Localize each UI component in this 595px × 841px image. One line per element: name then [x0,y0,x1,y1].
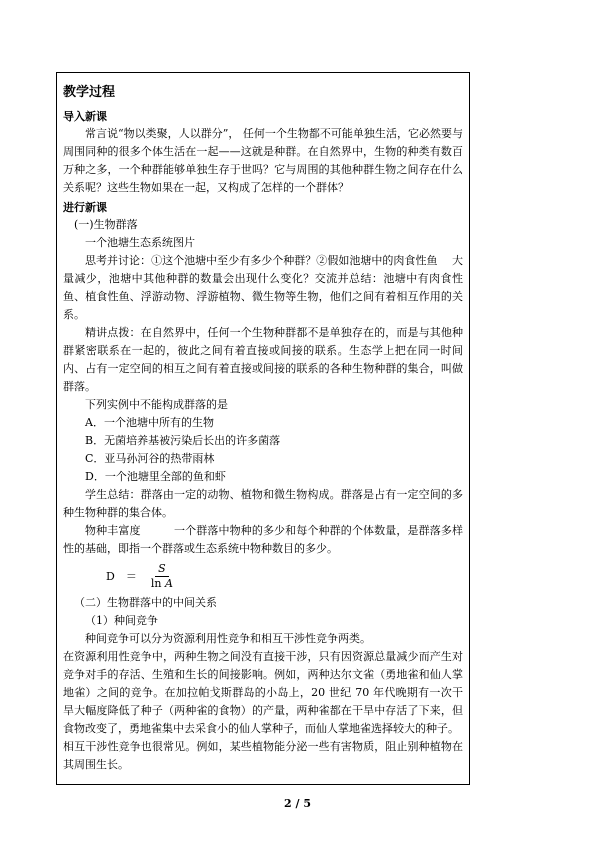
formula-var: A [164,576,173,590]
option-a: A．一个池塘中所有的生物 [85,416,214,429]
intro-heading: 导入新课 [63,110,107,123]
part2-title: （二）生物群落中的中间关系 [74,596,217,609]
option-c: C．亚马孙河谷的热带雨林 [85,452,215,465]
competition-intro: 种间竞争可以分为资源利用性竞争和相互干涉性竞争两类。 [85,632,371,645]
richness-formula [63,558,463,594]
formula-lhs: D ＝ [106,570,137,583]
option-b: B．无菌培养基被污染后长出的许多菌落 [85,434,281,447]
lesson-frame [56,72,470,785]
formula-denominator [151,577,173,591]
question-stem: 下列实例中不能构成群落的是 [85,398,228,411]
formula-ln: ln [150,576,162,590]
pond-caption: 一个池塘生态系统图片 [85,236,195,249]
intro-paragraph: 常言说“物以类聚，人以群分”， 任何一个生物都不可能单独生活，它必然要与周围同种的很多个体生活在一起——这就是种群。在自然界中，生物的种类有数百万种之多，一个种群能够单独生存于世吗？它与周围的其他种群生物之间存在什么关系呢？这些生物如果在一起，又构成了怎样的一个群体？ [63,127,463,194]
section-title: 教学过程 [63,85,116,100]
formula-fraction [151,562,173,591]
think-discuss-paragraph: 思考并讨论：①这个池塘中至少有多少个种群？②假如池塘中的肉食性鱼 大量减少，池塘中其他种群的数量会出现什么变化？交流并总结：池塘中有肉食性鱼、植食性鱼、浮游动物、浮游植物、微生物等生物，他们之间有着相互作用的关系。 [63,254,463,321]
option-list [63,414,463,486]
page-number: 2 / 5 [284,797,311,810]
resource-competition-paragraph: 在资源利用性竞争中，两种生物之间没有直接干涉，只有因资源总量减少而产生对竞争对手的存活、生殖和生长的间接影响。例如，两种达尔文雀（勇地雀和仙人掌地雀）之间的竞争。在加拉帕戈斯群岛的小岛上，20 世纪 70 年代晚期有一次干旱大幅度降低了种子（两种雀的食物）的产量，两种雀都在干旱中存活了下来，但食物改变了，勇地雀集中去采食小的仙人掌种子，而仙人掌地雀选择较大的种子。 [63,650,463,735]
part1-title: (一)生物群落 [74,218,138,231]
summary-paragraph: 学生总结：群落由一定的动物、植物和微生物构成。群落是占有一定空间的多种生物种群的集合体。 [63,488,463,519]
richness-paragraph: 物种丰富度 一个群落中物种的多少和每个种群的个体数量，是群落多样性的基础，即指一个群落或生态系统中物种数目的多少。 [63,524,463,555]
formula-numerator: S [155,562,169,577]
explanation-paragraph: 精讲点拨：在自然界中，任何一个生物种群都不是单独存在的，而是与其他种群紧密联系在一起的，彼此之间有着直接或间接的联系。生态学上把在同一时间内、占有一定空间的相互之间有着直接或间接的联系的各种生物种群的集合，叫做群落。 [63,326,463,393]
sub1-title: （1）种间竞争 [85,614,158,627]
option-d: D．一个池塘里全部的鱼和虾 [85,470,226,483]
new-lesson-heading: 进行新课 [63,201,107,214]
interference-competition-paragraph: 相互干涉性竞争也很常见。例如，某些植物能分泌一些有害物质，阻止别种植物在其周围生长。 [63,740,463,771]
